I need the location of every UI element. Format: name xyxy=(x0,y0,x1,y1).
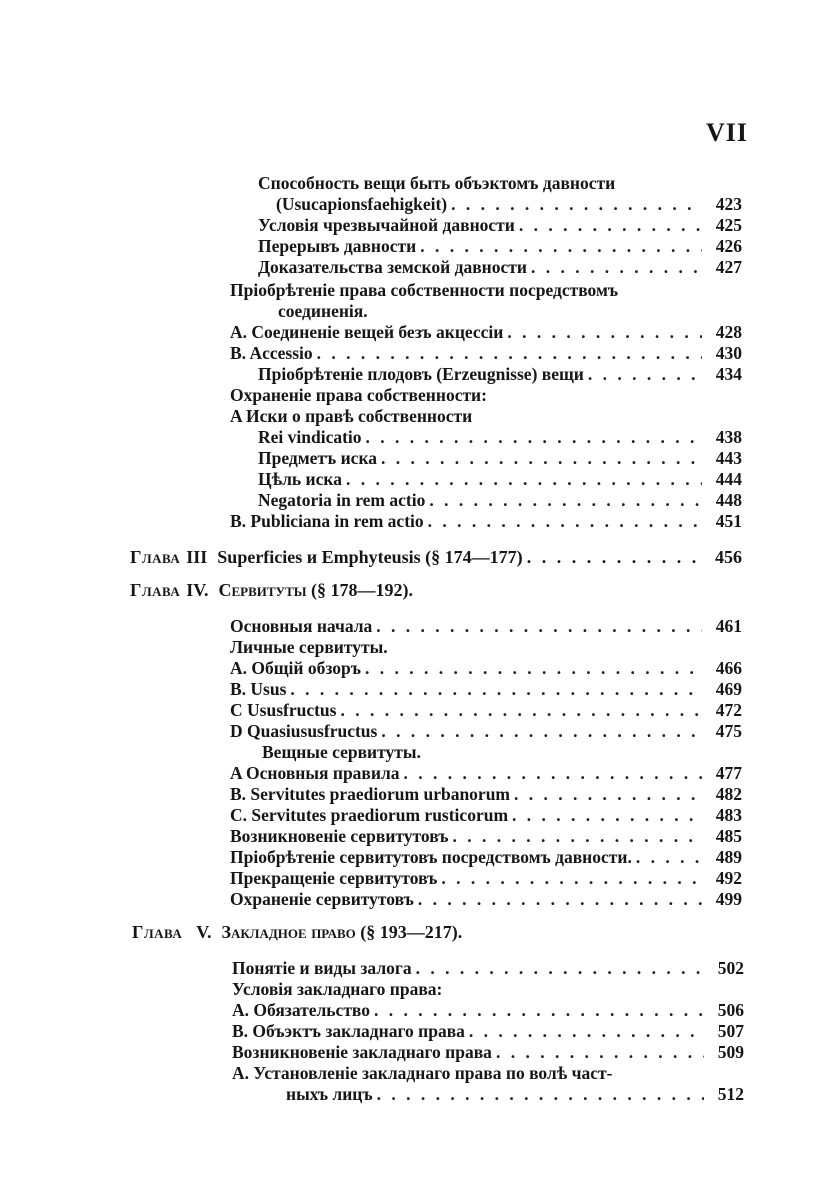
dot-leader xyxy=(370,1000,704,1021)
dot-leader xyxy=(584,364,702,385)
toc-entry-rei-vindicatio xyxy=(258,427,742,448)
toc-entry-page: 477 xyxy=(715,763,742,783)
toc-entry-general-overview xyxy=(230,658,742,679)
toc-entry-personal-servitudes xyxy=(230,637,742,658)
toc-entry-text: A. Установленіе закладнаго права по волѣ част- xyxy=(232,1063,613,1083)
dot-leader xyxy=(342,469,702,490)
toc-entry-text: C. Servitutes praediorum rusticorum xyxy=(230,805,509,825)
toc-entry-basic-principles xyxy=(230,616,742,637)
toc-entry-page: 512 xyxy=(717,1084,744,1104)
toc-entry-text: Возникновеніе закладнаго права xyxy=(232,1042,492,1062)
chapter-label: Глава xyxy=(130,547,181,567)
toc-entry-page: 427 xyxy=(715,257,742,277)
toc-entry-text: Охраненіе права собственности: xyxy=(230,385,487,405)
toc-entry-text: B. Объэктъ закладнаго права xyxy=(232,1021,465,1041)
toc-entry-text: A Основныя правила xyxy=(230,763,400,783)
toc-entry-page: 430 xyxy=(715,343,742,363)
toc-entry-page: 472 xyxy=(715,700,742,720)
toc-entry-page: 423 xyxy=(715,194,742,214)
toc-entry-ususfructus xyxy=(230,700,742,721)
toc-entry-page: 448 xyxy=(715,490,742,510)
chapter-number: III xyxy=(186,547,208,567)
toc-entry-text: Перерывъ давности xyxy=(258,236,417,256)
dot-leader xyxy=(437,868,702,889)
toc-entry-text: A. Соединеніе вещей безъ акцессіи xyxy=(230,322,504,342)
toc-entry-text: Пріобрѣтеніе сервитутовъ посредствомъ давности. xyxy=(230,847,632,867)
dot-leader xyxy=(448,826,702,847)
toc-entry-protection-of-ownership xyxy=(230,385,742,406)
toc-entry-text: B. Servitutes praediorum urbanorum xyxy=(230,784,510,804)
toc-entry-quasiususfructus xyxy=(230,721,742,742)
dot-leader xyxy=(362,427,702,448)
chapter-title: Superficies и Emphyteusis (§ 174—177) xyxy=(217,547,523,567)
dot-leader xyxy=(372,616,702,637)
toc-entry-pledge-concept xyxy=(232,958,744,979)
toc-entry-extraordinary-prescription xyxy=(258,215,742,236)
toc-entry-interruption xyxy=(258,236,742,257)
toc-entry-urban-servitudes xyxy=(230,784,742,805)
toc-entry-page: 469 xyxy=(715,679,742,699)
dot-leader xyxy=(361,658,702,679)
dot-leader xyxy=(412,958,704,979)
toc-entry-page: 426 xyxy=(715,236,742,256)
toc-entry-page: 434 xyxy=(715,364,742,384)
toc-entry-text: Способность вещи быть объэктомъ давности xyxy=(258,173,616,193)
dot-leader xyxy=(447,194,702,215)
toc-entry-page: 475 xyxy=(715,721,742,741)
toc-entry-usucapio-object xyxy=(258,173,740,194)
toc-entry-text: Negatoria in rem actio xyxy=(258,490,426,510)
toc-entry-page: 507 xyxy=(717,1021,744,1041)
toc-entry-purpose-of-claim xyxy=(258,469,742,490)
toc-entry-text: Пріобрѣтеніе права собственности посредствомъ xyxy=(230,280,619,300)
toc-entry-text: Личные сервитуты. xyxy=(230,637,388,657)
toc-entry-page: 509 xyxy=(717,1042,744,1062)
chapter-4-heading xyxy=(130,578,742,602)
toc-entry-text: B. Publiciana in rem actio xyxy=(230,511,424,531)
toc-entry-usucapionsfaehigkeit xyxy=(276,194,742,215)
chapter-5-heading xyxy=(132,920,742,944)
toc-entry-subject-of-claim xyxy=(258,448,742,469)
toc-entry-union-without-accession xyxy=(230,322,742,343)
toc-entry-origin-of-servitudes xyxy=(230,826,742,847)
toc-entry-text: Rei vindicatio xyxy=(258,427,362,447)
toc-entry-page: 425 xyxy=(715,215,742,235)
toc-entry-text: (Usucapionsfaehigkeit) xyxy=(276,194,448,214)
dot-leader xyxy=(313,343,702,364)
toc-entry-page: 502 xyxy=(717,958,744,978)
toc-entry-text: Доказательства земской давности xyxy=(258,257,527,277)
dot-leader xyxy=(416,236,702,257)
dot-leader xyxy=(373,1084,704,1105)
toc-entry-page: 499 xyxy=(715,889,742,909)
toc-entry-text: Вещные сервитуты. xyxy=(262,742,421,762)
toc-entry-evidence xyxy=(258,257,742,278)
toc-entry-text: Основныя начала xyxy=(230,616,373,636)
toc-entry-text: Условія чрезвычайной давности xyxy=(258,215,515,235)
toc-entry-page: 483 xyxy=(715,805,742,825)
toc-entry-text: B. Usus xyxy=(230,679,287,699)
chapter-label: Глава xyxy=(132,922,183,942)
dot-leader xyxy=(424,511,702,532)
chapter-3-heading xyxy=(130,545,742,569)
toc-entry-text: Прекращеніе сервитутовъ xyxy=(230,868,438,888)
toc-entry-text: Возникновеніе сервитутовъ xyxy=(230,826,449,846)
dot-leader xyxy=(632,847,702,868)
dot-leader xyxy=(414,889,702,910)
dot-leader xyxy=(465,1021,704,1042)
toc-entry-pledge-origin xyxy=(232,1042,744,1063)
toc-entry-termination-of-servitudes xyxy=(230,868,742,889)
toc-entry-text: A. Обязательство xyxy=(232,1000,370,1020)
toc-entry-text: C Ususfructus xyxy=(230,700,337,720)
chapter-title: Закладное право (§ 193—217). xyxy=(221,922,463,942)
page-number: VII xyxy=(706,118,749,147)
toc-entry-text: D Quasiususfructus xyxy=(230,721,378,741)
toc-entry-page: 451 xyxy=(715,511,742,531)
toc-entry-text: B. Accessio xyxy=(230,343,313,363)
toc-entry-accessio xyxy=(230,343,742,364)
toc-entry-page: 492 xyxy=(715,868,742,888)
chapter-page: 456 xyxy=(715,547,742,567)
chapter-title: Сервитуты (§ 178—192). xyxy=(218,580,413,600)
toc-entry-text: Понятіе и виды залога xyxy=(232,958,412,978)
dot-leader xyxy=(377,448,702,469)
toc-entry-page: 482 xyxy=(715,784,742,804)
toc-entry-ownership-claims xyxy=(230,406,742,427)
toc-entry-real-servitudes xyxy=(262,742,742,763)
toc-entry-publiciana xyxy=(230,511,742,532)
toc-entry-page: 443 xyxy=(715,448,742,468)
dot-leader xyxy=(515,215,702,236)
dot-leader xyxy=(286,679,702,700)
chapter-label: Глава xyxy=(130,580,181,600)
toc-entry-private-persons xyxy=(286,1084,744,1105)
toc-entry-page: 444 xyxy=(715,469,742,489)
dot-leader xyxy=(492,1042,704,1063)
toc-entry-basic-rules xyxy=(230,763,742,784)
toc-entry-fruits xyxy=(258,364,742,385)
toc-entry-pledge-conditions xyxy=(232,979,744,1000)
dot-leader xyxy=(527,257,702,278)
toc-entry-text: Условія закладнаго права: xyxy=(232,979,443,999)
toc-entry-acquisition-by-union xyxy=(230,280,742,301)
toc-entry-page: 428 xyxy=(715,322,742,342)
toc-entry-pledge-object xyxy=(232,1021,744,1042)
toc-entry-usus xyxy=(230,679,742,700)
toc-entry-page: 466 xyxy=(715,658,742,678)
dot-leader xyxy=(400,763,702,784)
toc-entry-text: ныхъ лицъ xyxy=(286,1084,373,1104)
toc-entry-text: Охраненіе сервитутовъ xyxy=(230,889,414,909)
dot-leader xyxy=(336,700,702,721)
dot-leader xyxy=(523,545,706,569)
dot-leader xyxy=(377,721,702,742)
dot-leader xyxy=(503,322,702,343)
toc-entry-page: 489 xyxy=(715,847,742,867)
toc-entry-pledge-by-will xyxy=(232,1063,744,1084)
toc-entry-text: Пріобрѣтеніе плодовъ (Erzeugnisse) вещи xyxy=(258,364,584,384)
dot-leader xyxy=(510,784,702,805)
toc-entry-protection-of-servitudes xyxy=(230,889,742,910)
dot-leader xyxy=(425,490,702,511)
toc-entry-text: A. Общій обзоръ xyxy=(230,658,361,678)
toc-entry-page: 438 xyxy=(715,427,742,447)
toc-entry-text: Цѣль иска xyxy=(258,469,342,489)
toc-entry-servitudes-by-prescription xyxy=(230,847,742,868)
toc-entry-text: Предметъ иска xyxy=(258,448,378,468)
toc-entry-text: соединенія. xyxy=(278,301,368,321)
toc-entry-obligation xyxy=(232,1000,744,1021)
toc-entry-page: 461 xyxy=(715,616,742,636)
chapter-number: IV. xyxy=(186,580,209,600)
chapter-number: V. xyxy=(196,922,212,942)
toc-entry-negatoria xyxy=(258,490,742,511)
toc-entry-page: 485 xyxy=(715,826,742,846)
toc-entry-union-cont xyxy=(278,301,738,322)
dot-leader xyxy=(508,805,702,826)
toc-entry-page: 506 xyxy=(717,1000,744,1020)
toc-entry-text: A Иски о правѣ собственности xyxy=(230,406,473,426)
toc-entry-rustic-servitudes xyxy=(230,805,742,826)
